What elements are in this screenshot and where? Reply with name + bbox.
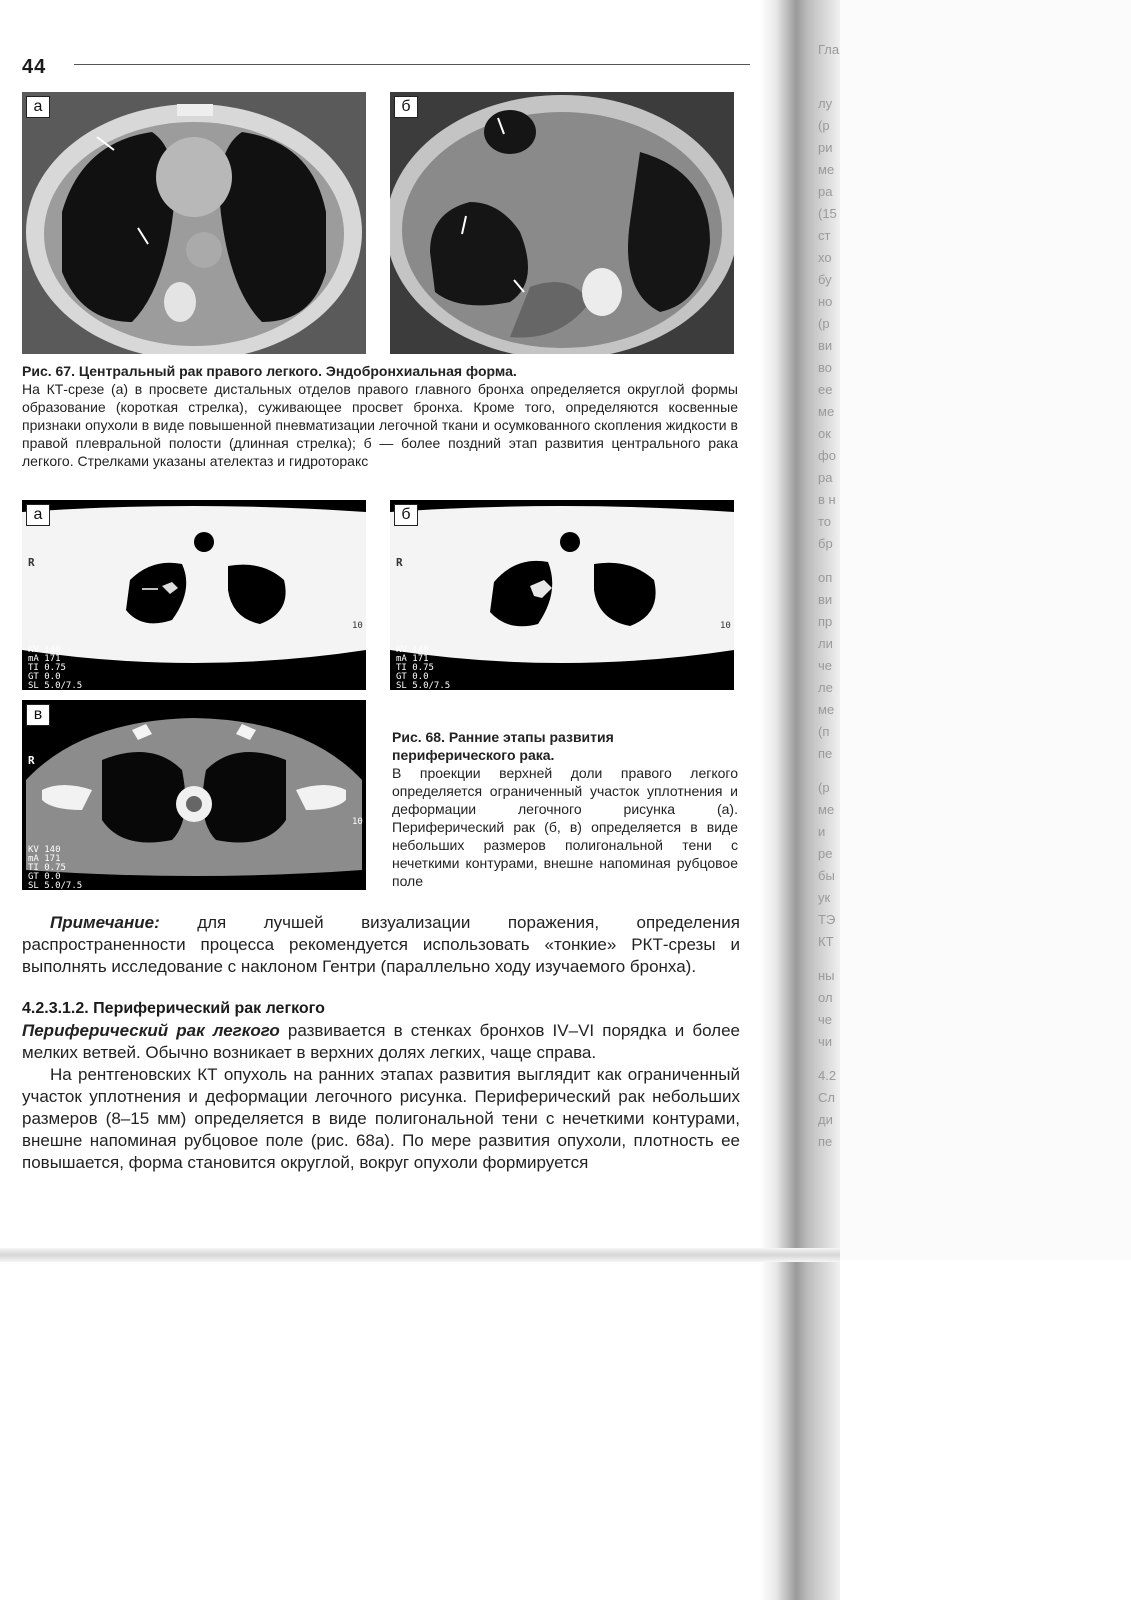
fig68-label-c: в <box>26 704 50 726</box>
adjacent-fragment: ме <box>818 162 835 177</box>
fig68b-param-4: SL 5.0/7.5 <box>396 681 451 690</box>
scan-edge-band <box>0 1248 840 1262</box>
adjacent-fragment: в н <box>818 492 836 507</box>
section-heading: 4.2.3.1.2. Периферический рак легкого <box>22 1000 325 1017</box>
note-paragraph <box>22 912 740 978</box>
adjacent-fragment: пр <box>818 614 833 629</box>
adjacent-fragment: ТЭ <box>818 912 836 927</box>
section-p1-text: развивается в стенках бронхов IV–VI порядка и более мелких ветвей. Обычно возникает в верхних долях легких, чаще справа. <box>22 1021 740 1062</box>
adjacent-fragment: ле <box>818 680 833 695</box>
fig67-caption-block <box>22 362 738 470</box>
fig68b-scale: 10 <box>720 621 731 631</box>
adjacent-fragment: Сл <box>818 1090 835 1105</box>
fig67-caption: На КТ-срезе (а) в просвете дистальных отделов правого главного бронха определяется округлой формы образование (короткая стрелка), суживающее просвет бронха. Кроме того, определяются косвенные признаки опухоли в виде повышенной пневматизации легочной ткани и осумкованного скопления жидкости в правой плевральной полости (длинная стрелка); б — более поздний этап развития центрального рака легкого. Стрелками указаны ателектаз и гидроторакс <box>22 381 738 469</box>
adjacent-fragment: ре <box>818 846 833 861</box>
adjacent-fragment: хо <box>818 250 832 265</box>
fig68c-param-0: KV 140 <box>28 845 61 855</box>
note-text: для лучшей визуализации поражения, определения распространенности процесса рекомендуется использовать «тонкие» РКТ-срезы и выполнять исследование с наклоном Гентри (параллельно ходу изучаемого бронха). <box>22 913 740 976</box>
adjacent-fragment: (р <box>818 316 830 331</box>
fig68b-param-2: TI 0.75 <box>396 663 434 673</box>
fig68c-param-3: GT 0.0 <box>28 872 61 882</box>
adjacent-fragment: ме <box>818 702 835 717</box>
fig68-label-a: а <box>26 504 50 526</box>
fig68b-side-marker: R <box>396 556 403 569</box>
adjacent-fragment: ме <box>818 404 835 419</box>
fig67-image-a <box>22 92 366 354</box>
adjacent-fragment: че <box>818 658 833 673</box>
adjacent-fragment: бр <box>818 536 833 551</box>
adjacent-fragment: (15 <box>818 206 837 221</box>
fig68-image-c <box>22 700 366 890</box>
adjacent-fragment: 4.2 <box>818 1068 837 1083</box>
adjacent-fragment: оп <box>818 570 833 585</box>
adjacent-fragment: ви <box>818 338 833 353</box>
adjacent-fragment: ди <box>818 1112 833 1127</box>
fig68-caption: В проекции верхней доли правого легкого определяется ограниченный участок уплотнения и деформации легочного рисунка (а). Периферический рак (б, в) определяется в виде небольших размеров полигональной тени с нечеткими контурами, внешне напоминая рубцовое поле <box>392 765 738 889</box>
fig68c-param-4: SL 5.0/7.5 <box>28 881 83 890</box>
adjacent-fragment: ол <box>818 990 833 1005</box>
adjacent-fragment: пе <box>818 746 833 761</box>
fig68-image-b <box>390 500 734 690</box>
adjacent-fragment: чи <box>818 1034 833 1049</box>
adjacent-page <box>812 0 1131 1260</box>
adjacent-fragment: фо <box>818 448 836 463</box>
fig67-title: Рис. 67. Центральный рак правого легкого. Эндобронхиальная форма. <box>22 363 517 379</box>
adjacent-fragment: во <box>818 360 832 375</box>
note-label: Примечание: <box>50 913 160 932</box>
adjacent-fragment: ви <box>818 592 833 607</box>
fig68a-side-marker: R <box>28 556 35 569</box>
fig68b-param-1: mA 171 <box>396 654 429 664</box>
adjacent-fragment: то <box>818 514 832 529</box>
adjacent-fragment: ме <box>818 802 835 817</box>
fig68c-param-2: TI 0.75 <box>28 863 66 873</box>
fig68-image-a <box>22 500 366 690</box>
section-paragraph-2: На рентгеновских КТ опухоль на ранних этапах развития выглядит как ограниченный участок уплотнения и деформации легочного рисунка. Периферический рак небольших размеров (8–15 мм) определяется в виде полигональной тени с нечеткими контурами, внешне напоминая рубцовое поле (рис. 68а). По мере развития опухоли, плотность ее повышается, форма становится округлой, вокруг опухоли формируется <box>22 1065 740 1172</box>
page-number: 44 <box>22 56 47 78</box>
adjacent-fragment: ра <box>818 184 833 199</box>
adjacent-fragment: че <box>818 1012 833 1027</box>
adjacent-fragment: (р <box>818 118 830 133</box>
fig68b-param-3: GT 0.0 <box>396 672 429 682</box>
fig67-image-b <box>390 92 734 354</box>
fig67-label-b: б <box>394 96 418 118</box>
fig68c-side-marker: R <box>28 754 35 767</box>
fig68c-param-1: mA 171 <box>28 854 61 864</box>
adjacent-fragment: ри <box>818 140 833 155</box>
fig68a-param-3: GT 0.0 <box>28 672 61 682</box>
fig68a-param-0: KV 140 <box>28 645 61 655</box>
adjacent-fragment: ок <box>818 426 831 441</box>
adjacent-fragment: бы <box>818 868 835 883</box>
fig67-label-a: а <box>26 96 50 118</box>
fig68-label-b: б <box>394 504 418 526</box>
adjacent-fragment: пе <box>818 1134 833 1149</box>
adjacent-fragment: ра <box>818 470 833 485</box>
adjacent-fragment: лу <box>818 96 833 111</box>
adjacent-fragment: ук <box>818 890 831 905</box>
section-paragraph-1 <box>22 1020 740 1064</box>
fig68a-scale: 10 <box>352 621 363 631</box>
fig68c-scale: 10 <box>352 817 363 827</box>
adjacent-fragment: и <box>818 824 826 839</box>
adjacent-fragment: (п <box>818 724 830 739</box>
adjacent-fragment: бу <box>818 272 832 287</box>
adjacent-running-head: Гла <box>818 42 840 57</box>
adjacent-fragment: ли <box>818 636 833 651</box>
header-rule <box>74 64 750 65</box>
adjacent-fragment: (р <box>818 780 830 795</box>
section-term: Периферический рак легкого <box>22 1021 280 1040</box>
fig68a-param-1: mA 171 <box>28 654 61 664</box>
fig68a-param-4: SL 5.0/7.5 <box>28 681 83 690</box>
fig68-title: Рис. 68. Ранние этапы развития периферического рака. <box>392 729 614 763</box>
adjacent-fragment: ны <box>818 968 835 983</box>
adjacent-fragment: КТ <box>818 934 834 949</box>
adjacent-fragment: ст <box>818 228 831 243</box>
fig68a-param-2: TI 0.75 <box>28 663 66 673</box>
fig68-caption-block <box>392 728 738 890</box>
adjacent-fragment: но <box>818 294 833 309</box>
fig68b-param-0: KV 140 <box>396 645 429 655</box>
adjacent-fragment: ее <box>818 382 833 397</box>
